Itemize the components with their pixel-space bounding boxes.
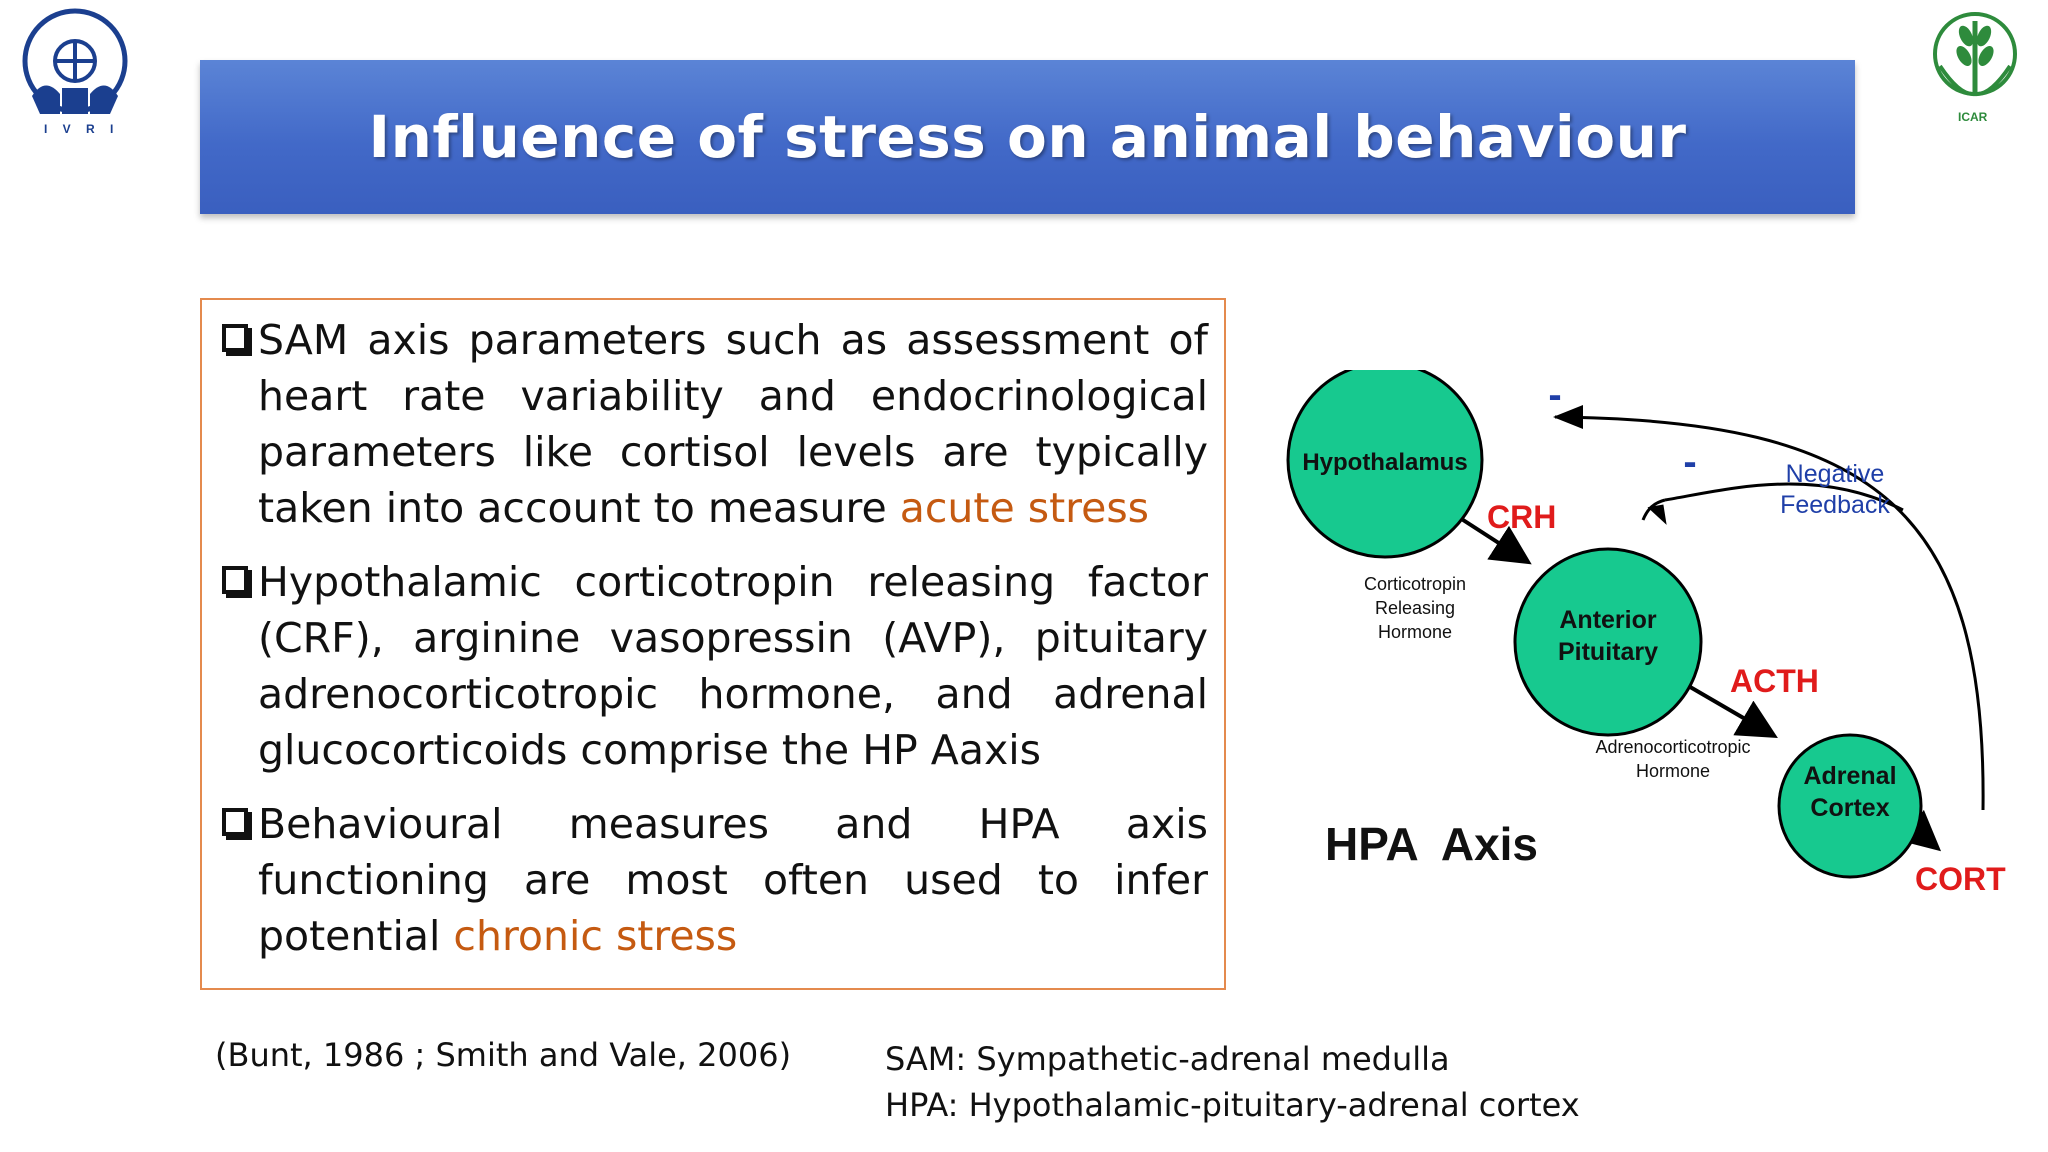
icar-caption: ICAR bbox=[1958, 110, 1988, 124]
references: (Bunt, 1986 ; Smith and Vale, 2006) bbox=[215, 1036, 792, 1074]
bullet-text: SAM axis parameters such as assessment of heart rate variability and endocrinological parameters like cortisol levels are typically taken into account to measure bbox=[258, 316, 1208, 532]
hormone-cort: CORT bbox=[1915, 861, 2006, 897]
label-adrenal: Adrenal bbox=[1803, 762, 1897, 790]
hpa-axis-diagram bbox=[1255, 370, 2035, 935]
ivri-logo bbox=[10, 6, 140, 136]
page-title: Influence of stress on animal behaviour bbox=[368, 103, 1687, 171]
diagram-title: HPA Axis bbox=[1325, 818, 1539, 870]
label-cortex: Cortex bbox=[1810, 794, 1890, 822]
checkbox-bullet-icon bbox=[222, 324, 248, 352]
bullet-box bbox=[200, 298, 1226, 990]
checkbox-bullet-icon bbox=[222, 808, 248, 836]
ivri-emblem-icon bbox=[10, 6, 140, 136]
bullet-hpa-components bbox=[218, 554, 1208, 778]
desc-crh-line2: Releasing bbox=[1374, 598, 1456, 618]
bullet-highlight: acute stress bbox=[899, 484, 1150, 532]
feedback-label-line2: Feedback bbox=[1780, 491, 1890, 519]
desc-acth-line2: Hormone bbox=[1635, 761, 1711, 781]
checkbox-bullet-icon bbox=[222, 566, 248, 594]
feedback-sign-inner: - bbox=[1683, 440, 1697, 484]
desc-acth-line1: Adrenocorticotropic bbox=[1595, 737, 1751, 757]
feedback-label-line1: Negative bbox=[1785, 460, 1885, 488]
icar-logo bbox=[1920, 6, 2030, 130]
bullet-behavioural-measures bbox=[218, 796, 1208, 964]
bullet-text: Behavioural measures and HPA axis functioning are most often used to infer potential bbox=[258, 800, 1208, 960]
bullet-highlight: chronic stress bbox=[453, 912, 738, 960]
bullet-text: Hypothalamic corticotropin releasing factor (CRF), arginine vasopressin (AVP), pituitary adrenocorticotropic hormone, and adrenal glucocorticoids comprise the HP Aaxis bbox=[258, 558, 1208, 774]
label-hypothalamus: Hypothalamus bbox=[1302, 449, 1468, 476]
hormone-acth: ACTH bbox=[1730, 663, 1819, 699]
feedback-sign-outer: - bbox=[1548, 373, 1562, 417]
abbreviations bbox=[885, 1036, 1580, 1128]
title-banner bbox=[200, 60, 1855, 214]
desc-crh-line1: Corticotropin bbox=[1363, 574, 1467, 594]
abbreviation-hpa: HPA: Hypothalamic-pituitary-adrenal cortex bbox=[885, 1086, 1580, 1124]
bullet-sam-axis bbox=[218, 312, 1208, 536]
hormone-crh: CRH bbox=[1487, 499, 1557, 535]
label-pituitary: Pituitary bbox=[1557, 638, 1659, 666]
icar-wheat-emblem-icon bbox=[1920, 6, 2030, 106]
desc-crh-line3: Hormone bbox=[1377, 622, 1453, 642]
hpa-diagram-svg bbox=[1255, 370, 2035, 930]
ivri-caption: I V R I bbox=[44, 122, 120, 136]
abbreviation-sam: SAM: Sympathetic-adrenal medulla bbox=[885, 1040, 1450, 1078]
label-anterior: Anterior bbox=[1559, 606, 1657, 634]
